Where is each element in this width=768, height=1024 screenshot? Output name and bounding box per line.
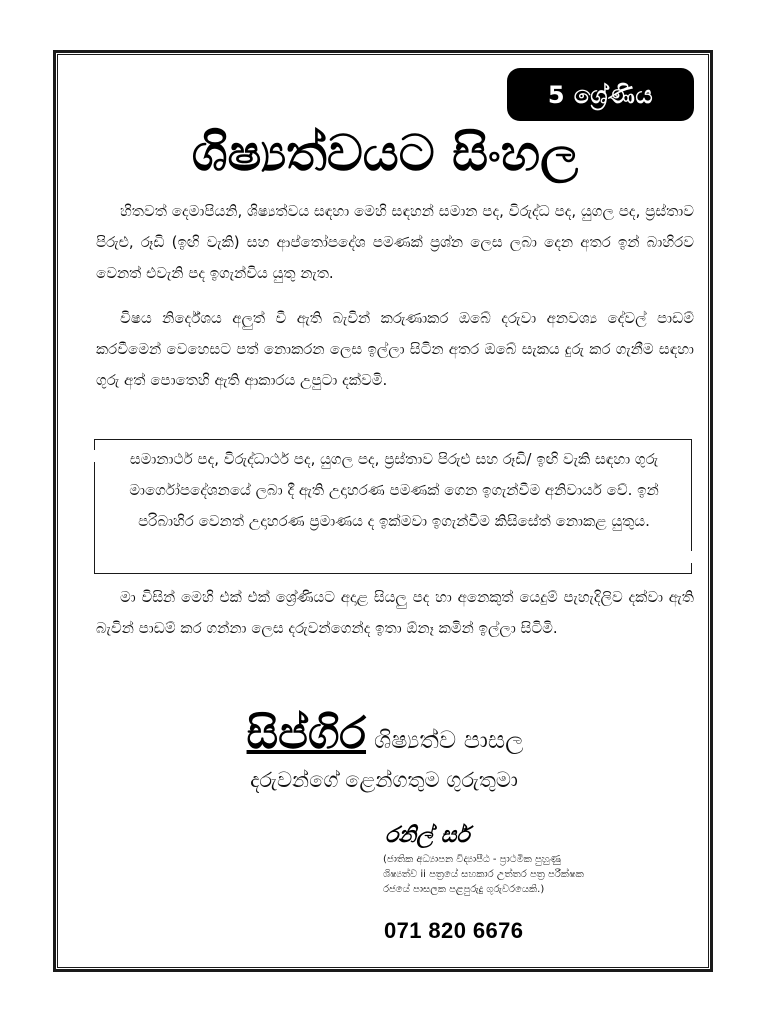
request-paragraph-text: මා විසින් මෙහි එක් එක් ශ්‍රේණියට අදාළ සියලු පද හා අනෙකුත් යෙදුම් පැහැදිලිව දක්වා ඇති බැවින් පාඩම් කර ගන්නා ලෙස දරුවන්ගෙන්ද ඉතා ඕනෑ කමින් ඉල්ලා සිටිමි. <box>96 588 694 637</box>
notice-text: සමානාර්ථ පද, විරුද්ධාර්ථ පද, යුගල පද, ප්‍රස්තාව පිරුළු සහ රූඩි/ ඉඟි වැකි සඳහා ගුරු මාර්ගෝපදේශනයේ ලබා දී ඇති උදාහරණ පමණක් ගෙන ඉගැන්වීම අනිවාර්ය වේ. ඉන් පරිබාහිර වෙනත් උදාහරණ ප්‍රමාණය ද ඉක්මවා ඉගැන්වීම කිසිසේත් නොකළ යුතුය. <box>129 450 659 530</box>
page-title: ශිෂ්‍යත්වයට සිංහල <box>191 124 579 182</box>
brand-name: සිප්ගිර <box>246 708 367 759</box>
credentials-line: ශිෂ්‍යත්ව ii පත්‍රයේ සහකාර උත්තර පත්‍ර පරීක්ෂක <box>383 869 584 880</box>
credentials-line: (ජාතික අධ්‍යාපන විද්‍යාපීඨ - ප්‍රාථමික පුහුණු <box>383 854 561 865</box>
request-paragraph <box>96 582 694 644</box>
brand-block <box>200 700 570 760</box>
grade-badge: 5 ශ්‍රේණිය <box>507 68 694 121</box>
syllabus-paragraph-text: විෂය නිර්දේශය අලුත් වී ඇති බැවින් කරුණාකර ඔබේ දරුවා අනවශ්‍ය දේවල් පාඩම් කරවීමෙන් වෙහෙසට පත් නොකරන ලෙස ඉල්ලා සිටින අතර ඔබේ සැකය දුරු කර ගැනීම සඳහා ගුරු අත් පොතෙහි ඇති ආකාරය උපුටා දක්වමි. <box>96 309 694 389</box>
notice-box <box>94 439 692 574</box>
intro-paragraph-text: හිතවත් දෙමාපියනි, ශිෂ්‍යත්වය සඳහා මෙහි සඳහන් සමාන පද, විරුද්ධ පද, යුගල පද, ප්‍රස්තාව පිරුළු, රූඩි (ඉඟි වැකි) සහ ආප්තෝපදේශ පමණක් ප්‍රශ්න ලෙස ලබා දෙන අතර ඉන් බාහිරව වෙනත් එවැනි පද ඉගැන්විය යුතු නැත. <box>96 202 694 282</box>
syllabus-paragraph <box>96 303 694 396</box>
teacher-name: රනිල් සර් <box>385 823 470 848</box>
credentials-line: රජයේ පාසලක පළපුරුදු ගුරුවරයෙකි.) <box>383 884 545 895</box>
phone-number: 071 820 6676 <box>384 918 524 943</box>
teacher-credentials <box>383 852 683 897</box>
tagline: දරුවන්ගේ ළෙන්ගතුම ගුරුතුමා <box>250 768 518 792</box>
intro-paragraph <box>96 196 694 289</box>
brand-school: ශිෂ්‍යත්ව පාසල <box>374 726 524 754</box>
